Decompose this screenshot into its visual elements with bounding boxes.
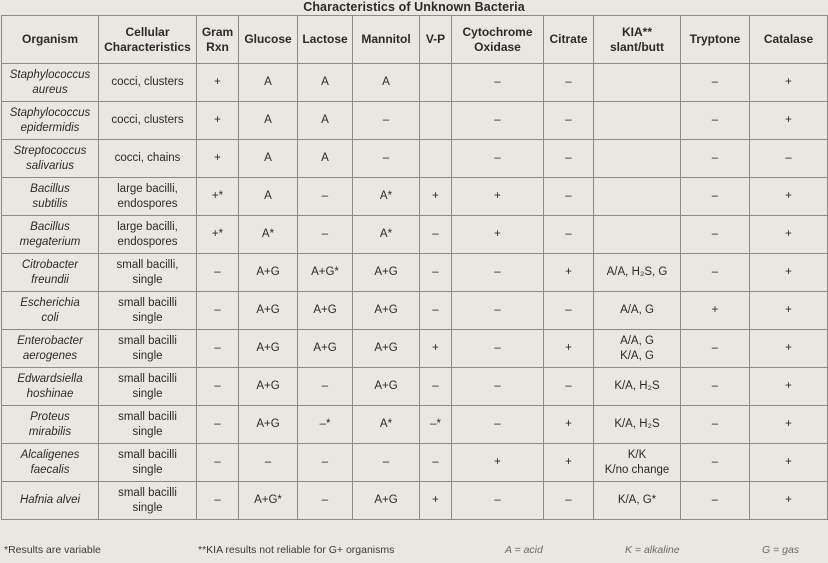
cell-vp: – — [420, 444, 452, 482]
cell-catalase: + — [750, 178, 828, 216]
cell-citrate: – — [544, 178, 594, 216]
cell-catalase: + — [750, 330, 828, 368]
cell-gram-rxn: – — [197, 368, 239, 406]
cell-tryptone: – — [681, 64, 750, 102]
table-row — [2, 140, 828, 178]
cell-lactose: –* — [298, 406, 353, 444]
header-cellular-characteristics: Cellular Characteristics — [99, 16, 197, 64]
cell-cellular-characteristics: cocci, clusters — [99, 102, 197, 140]
cell-gram-rxn: + — [197, 64, 239, 102]
organism-name: Hafnia alvei — [2, 482, 99, 520]
table-row — [2, 330, 828, 368]
cell-kia-slant-butt: K/A, H₂S — [594, 368, 681, 406]
cell-cytochrome-oxidase: + — [452, 444, 544, 482]
cell-vp: + — [420, 330, 452, 368]
cell-catalase: + — [750, 444, 828, 482]
cell-glucose: A+G — [239, 406, 298, 444]
cell-glucose: A — [239, 178, 298, 216]
cell-kia-slant-butt: A/A, G — [594, 292, 681, 330]
table-title: Characteristics of Unknown Bacteria — [303, 0, 525, 14]
cell-vp: + — [420, 178, 452, 216]
cell-catalase: – — [750, 140, 828, 178]
cell-catalase: + — [750, 254, 828, 292]
cell-cellular-characteristics: small bacilli single — [99, 406, 197, 444]
cell-kia-slant-butt: A/A, H₂S, G — [594, 254, 681, 292]
header-organism: Organism — [2, 16, 99, 64]
alkaline-key: K = alkaline — [625, 544, 680, 556]
organism-name: Proteus mirabilis — [2, 406, 99, 444]
cell-cellular-characteristics: small bacilli single — [99, 368, 197, 406]
cell-vp: – — [420, 292, 452, 330]
cell-cytochrome-oxidase: – — [452, 330, 544, 368]
table-row — [2, 102, 828, 140]
cell-citrate: – — [544, 64, 594, 102]
header-citrate: Citrate — [544, 16, 594, 64]
cell-catalase: + — [750, 216, 828, 254]
cell-citrate: + — [544, 406, 594, 444]
cell-cellular-characteristics: small bacilli, single — [99, 254, 197, 292]
cell-catalase: + — [750, 64, 828, 102]
cell-cellular-characteristics: small bacilli single — [99, 444, 197, 482]
cell-citrate: + — [544, 444, 594, 482]
cell-kia-slant-butt: K/A, G* — [594, 482, 681, 520]
cell-catalase: + — [750, 482, 828, 520]
cell-glucose: A+G* — [239, 482, 298, 520]
cell-glucose: A+G — [239, 254, 298, 292]
cell-gram-rxn: – — [197, 292, 239, 330]
cell-tryptone: – — [681, 216, 750, 254]
cell-cellular-characteristics: large bacilli, endospores — [99, 216, 197, 254]
cell-lactose: A+G — [298, 292, 353, 330]
cell-vp — [420, 102, 452, 140]
table-row — [2, 444, 828, 482]
cell-lactose: A — [298, 64, 353, 102]
cell-lactose: A — [298, 140, 353, 178]
cell-glucose: A* — [239, 216, 298, 254]
organism-name: Staphylococcus epidermidis — [2, 102, 99, 140]
cell-cytochrome-oxidase: – — [452, 254, 544, 292]
cell-glucose: A — [239, 140, 298, 178]
cell-mannitol: A+G — [353, 254, 420, 292]
gas-key: G = gas — [762, 544, 800, 556]
cell-mannitol: A+G — [353, 482, 420, 520]
cell-gram-rxn: – — [197, 330, 239, 368]
cell-lactose: – — [298, 444, 353, 482]
table-row — [2, 292, 828, 330]
cell-vp: –* — [420, 406, 452, 444]
cell-gram-rxn: – — [197, 254, 239, 292]
table-row — [2, 216, 828, 254]
cell-tryptone: – — [681, 482, 750, 520]
cell-tryptone: – — [681, 140, 750, 178]
cell-vp — [420, 64, 452, 102]
cell-mannitol: – — [353, 444, 420, 482]
table-row — [2, 368, 828, 406]
header-kia-slant-butt: KIA** slant/butt — [594, 16, 681, 64]
acid-key: A = acid — [505, 544, 543, 556]
cell-citrate: – — [544, 292, 594, 330]
cell-citrate: – — [544, 216, 594, 254]
cell-citrate: – — [544, 482, 594, 520]
cell-cellular-characteristics: large bacilli, endospores — [99, 178, 197, 216]
cell-lactose: A — [298, 102, 353, 140]
organism-name: Bacillus megaterium — [2, 216, 99, 254]
cell-cellular-characteristics: small bacilli single — [99, 482, 197, 520]
cell-cytochrome-oxidase: + — [452, 178, 544, 216]
cell-cytochrome-oxidase: – — [452, 140, 544, 178]
cell-tryptone: – — [681, 254, 750, 292]
cell-mannitol: A+G — [353, 330, 420, 368]
cell-citrate: + — [544, 254, 594, 292]
cell-tryptone: – — [681, 330, 750, 368]
organism-name: Alcaligenes faecalis — [2, 444, 99, 482]
header-gram-rxn: Gram Rxn — [197, 16, 239, 64]
cell-kia-slant-butt — [594, 102, 681, 140]
cell-mannitol: A+G — [353, 368, 420, 406]
header-tryptone: Tryptone — [681, 16, 750, 64]
header-glucose: Glucose — [239, 16, 298, 64]
cell-glucose: A+G — [239, 330, 298, 368]
cell-catalase: + — [750, 102, 828, 140]
cell-mannitol: A* — [353, 406, 420, 444]
cell-cytochrome-oxidase: – — [452, 102, 544, 140]
table-row — [2, 482, 828, 520]
cell-tryptone: – — [681, 102, 750, 140]
organism-name: Bacillus subtilis — [2, 178, 99, 216]
organism-name: Citrobacter freundii — [2, 254, 99, 292]
kia-reliability-note: **KIA results not reliable for G+ organisms — [198, 544, 395, 556]
organism-name: Streptococcus salivarius — [2, 140, 99, 178]
cell-kia-slant-butt: A/A, G K/A, G — [594, 330, 681, 368]
cell-vp: – — [420, 216, 452, 254]
cell-mannitol: – — [353, 102, 420, 140]
organism-name: Escherichia coli — [2, 292, 99, 330]
cell-citrate: + — [544, 330, 594, 368]
cell-kia-slant-butt: K/K K/no change — [594, 444, 681, 482]
cell-vp — [420, 140, 452, 178]
cell-gram-rxn: + — [197, 140, 239, 178]
cell-tryptone: – — [681, 406, 750, 444]
cell-lactose: – — [298, 216, 353, 254]
header-row — [2, 16, 828, 64]
cell-citrate: – — [544, 368, 594, 406]
cell-catalase: + — [750, 406, 828, 444]
variable-results-note: *Results are variable — [4, 544, 101, 556]
cell-kia-slant-butt: K/A, H₂S — [594, 406, 681, 444]
cell-cytochrome-oxidase: – — [452, 292, 544, 330]
header-lactose: Lactose — [298, 16, 353, 64]
table-row — [2, 64, 828, 102]
cell-cytochrome-oxidase: – — [452, 406, 544, 444]
cell-glucose: A+G — [239, 368, 298, 406]
cell-gram-rxn: – — [197, 406, 239, 444]
cell-lactose: A+G — [298, 330, 353, 368]
cell-glucose: A+G — [239, 292, 298, 330]
cell-glucose: – — [239, 444, 298, 482]
cell-kia-slant-butt — [594, 216, 681, 254]
table-row — [2, 254, 828, 292]
cell-tryptone: – — [681, 368, 750, 406]
cell-mannitol: A+G — [353, 292, 420, 330]
cell-citrate: – — [544, 102, 594, 140]
cell-tryptone: – — [681, 444, 750, 482]
cell-lactose: – — [298, 178, 353, 216]
cell-vp: – — [420, 368, 452, 406]
cell-glucose: A — [239, 102, 298, 140]
bacteria-characteristics-table — [1, 15, 828, 520]
cell-gram-rxn: +* — [197, 216, 239, 254]
cell-lactose: – — [298, 482, 353, 520]
cell-gram-rxn: – — [197, 482, 239, 520]
cell-mannitol: A* — [353, 178, 420, 216]
cell-catalase: + — [750, 292, 828, 330]
cell-cellular-characteristics: small bacilli single — [99, 330, 197, 368]
cell-gram-rxn: +* — [197, 178, 239, 216]
cell-cytochrome-oxidase: – — [452, 482, 544, 520]
header-mannitol: Mannitol — [353, 16, 420, 64]
cell-cellular-characteristics: small bacilli single — [99, 292, 197, 330]
cell-mannitol: – — [353, 140, 420, 178]
cell-kia-slant-butt — [594, 178, 681, 216]
cell-cellular-characteristics: cocci, clusters — [99, 64, 197, 102]
cell-tryptone: + — [681, 292, 750, 330]
cell-tryptone: – — [681, 178, 750, 216]
cell-cytochrome-oxidase: + — [452, 216, 544, 254]
cell-catalase: + — [750, 368, 828, 406]
organism-name: Edwardsiella hoshinae — [2, 368, 99, 406]
header-cytochrome-oxidase: Cytochrome Oxidase — [452, 16, 544, 64]
cell-kia-slant-butt — [594, 64, 681, 102]
cell-glucose: A — [239, 64, 298, 102]
cell-lactose: – — [298, 368, 353, 406]
cell-lactose: A+G* — [298, 254, 353, 292]
table-body — [2, 64, 828, 520]
cell-cytochrome-oxidase: – — [452, 368, 544, 406]
cell-cellular-characteristics: cocci, chains — [99, 140, 197, 178]
cell-mannitol: A* — [353, 216, 420, 254]
header-catalase: Catalase — [750, 16, 828, 64]
table-row — [2, 406, 828, 444]
header-vp: V-P — [420, 16, 452, 64]
cell-vp: – — [420, 254, 452, 292]
organism-name: Enterobacter aerogenes — [2, 330, 99, 368]
footer-legend — [0, 540, 828, 562]
cell-citrate: – — [544, 140, 594, 178]
cell-cytochrome-oxidase: – — [452, 64, 544, 102]
cell-mannitol: A — [353, 64, 420, 102]
cell-vp: + — [420, 482, 452, 520]
table-row — [2, 178, 828, 216]
cell-gram-rxn: + — [197, 102, 239, 140]
cell-gram-rxn: – — [197, 444, 239, 482]
cell-kia-slant-butt — [594, 140, 681, 178]
organism-name: Staphylococcus aureus — [2, 64, 99, 102]
